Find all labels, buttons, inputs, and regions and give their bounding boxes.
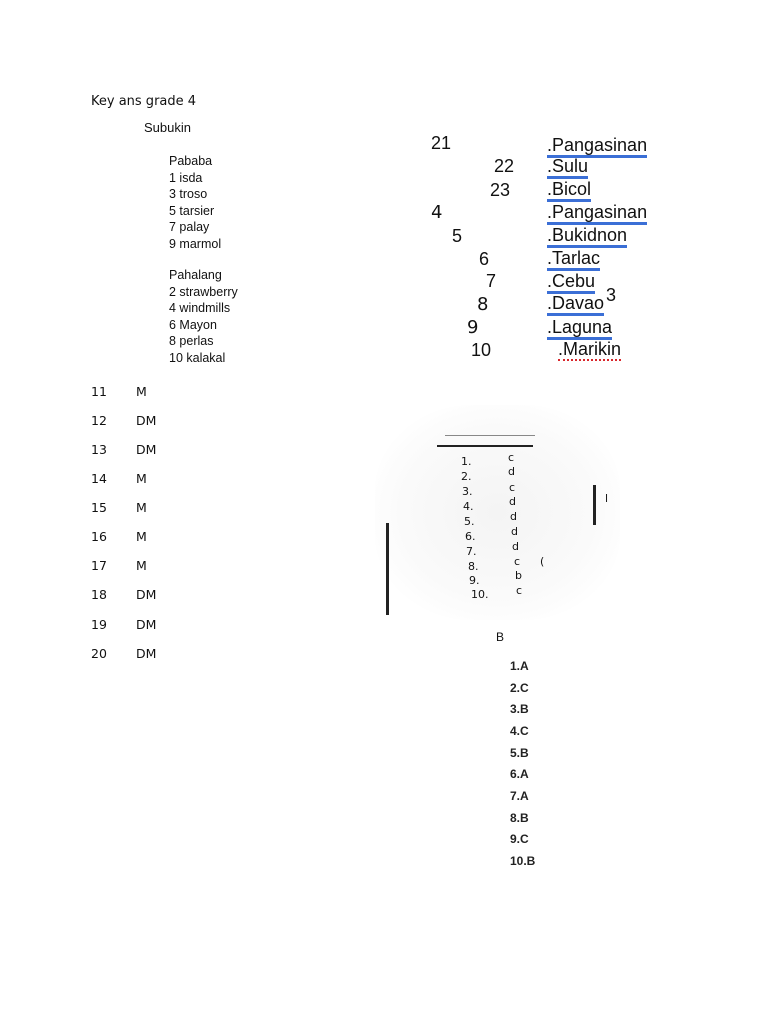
answer-value: DM xyxy=(136,587,157,602)
place-number: 21 xyxy=(431,133,452,153)
answer-value: DM xyxy=(136,413,157,428)
answer-number: 15 xyxy=(91,500,107,515)
scan-answer: c xyxy=(509,481,516,494)
part-b-item: 5.B xyxy=(510,746,529,760)
answer-number: 12 xyxy=(91,413,107,428)
place-number: 9 xyxy=(467,317,479,338)
place-name: .Pangasinan xyxy=(547,203,647,225)
place-number: 4 xyxy=(431,202,443,223)
list-item: 1 isda xyxy=(169,170,203,185)
answer-value: M xyxy=(136,529,147,544)
answer-number: 13 xyxy=(91,442,107,457)
place-name: .Cebu xyxy=(547,272,595,294)
part-b-item: 2.C xyxy=(510,681,529,695)
scan-number: 2. xyxy=(461,470,472,483)
place-name: .Laguna xyxy=(547,318,612,340)
place-name: .Davao xyxy=(547,294,604,316)
list-item: 7 palay xyxy=(169,220,210,234)
part-b-heading: B xyxy=(496,630,505,644)
scan-answer: d xyxy=(512,540,519,553)
list-item: 6 Mayon xyxy=(169,317,217,332)
scan-answer: c xyxy=(516,584,523,597)
scan-number: 6. xyxy=(465,530,476,543)
scan-answer: d xyxy=(508,465,515,478)
stray-mark: 3 xyxy=(606,285,617,305)
scan-answer: b xyxy=(515,569,522,582)
section-heading: Subukin xyxy=(144,120,191,135)
part-b-item: 3.B xyxy=(510,702,529,716)
place-name: .Tarlac xyxy=(547,249,600,271)
part-b-item: 10.B xyxy=(510,854,536,868)
list-item: 3 troso xyxy=(169,187,208,201)
place-number: 5 xyxy=(452,226,463,246)
answer-value: DM xyxy=(136,442,157,457)
scan-answer: d xyxy=(510,510,517,523)
answer-number: 14 xyxy=(91,471,107,486)
answer-number: 19 xyxy=(91,617,107,632)
scan-number: 7. xyxy=(466,545,477,558)
place-number: 7 xyxy=(486,271,497,291)
pahalang-heading: Pahalang xyxy=(169,268,222,282)
place-number: 10 xyxy=(471,340,492,360)
part-b-item: 8.B xyxy=(510,811,529,825)
list-item: 5 tarsier xyxy=(169,203,215,218)
list-item: 4 windmills xyxy=(169,301,231,315)
scan-number: 10. xyxy=(471,588,489,601)
pababa-list xyxy=(169,153,221,252)
part-b-item: 7.A xyxy=(510,789,529,803)
scan-answer: c xyxy=(508,451,515,464)
answer-value: M xyxy=(136,500,147,515)
pababa-heading: Pababa xyxy=(169,154,213,168)
place-name: .Marikin xyxy=(558,339,622,359)
part-b-item: 9.C xyxy=(510,832,529,846)
place-number: 6 xyxy=(479,249,490,269)
scan-number: 5. xyxy=(464,515,475,528)
part-b-item: 4.C xyxy=(510,724,529,738)
scan-number: 1. xyxy=(461,455,472,468)
document-title: Key ans grade 4 xyxy=(91,94,197,109)
scan-number: 8. xyxy=(468,560,479,573)
answer-number: 17 xyxy=(91,558,107,573)
part-b-item: 1.A xyxy=(510,659,529,673)
scan-answer: d xyxy=(509,495,516,508)
answer-value: M xyxy=(136,558,147,573)
scan-side-mark: ( xyxy=(540,555,545,568)
scanned-answer-image xyxy=(375,405,620,620)
list-item: 8 perlas xyxy=(169,334,214,348)
answer-value: M xyxy=(136,384,147,399)
scan-number: 4. xyxy=(463,500,474,513)
scan-right-mark: l xyxy=(605,492,609,505)
scan-number: 3. xyxy=(462,485,473,498)
place-number: 22 xyxy=(494,156,515,176)
scan-answer: d xyxy=(511,525,518,538)
place-number: 8 xyxy=(477,294,489,315)
answer-number: 11 xyxy=(91,384,107,399)
answer-value: DM xyxy=(136,617,157,632)
list-item: 9 marmol xyxy=(169,236,222,251)
scan-number: 9. xyxy=(469,574,480,587)
place-number: 23 xyxy=(490,180,511,200)
pahalang-list xyxy=(169,267,238,366)
answer-value: DM xyxy=(136,646,157,661)
scan-answer: c xyxy=(514,555,521,568)
place-name: .Pangasinan xyxy=(547,136,647,158)
answer-number: 16 xyxy=(91,529,107,544)
answer-number: 18 xyxy=(91,587,107,602)
answer-value: M xyxy=(136,471,147,486)
answer-number: 20 xyxy=(91,646,107,661)
list-item: 2 strawberry xyxy=(169,284,238,299)
place-name: .Bukidnon xyxy=(547,226,627,248)
part-b-item: 6.A xyxy=(510,767,529,781)
list-item: 10 kalakal xyxy=(169,350,226,365)
place-name: .Bicol xyxy=(547,180,591,202)
place-name: .Sulu xyxy=(547,157,588,179)
